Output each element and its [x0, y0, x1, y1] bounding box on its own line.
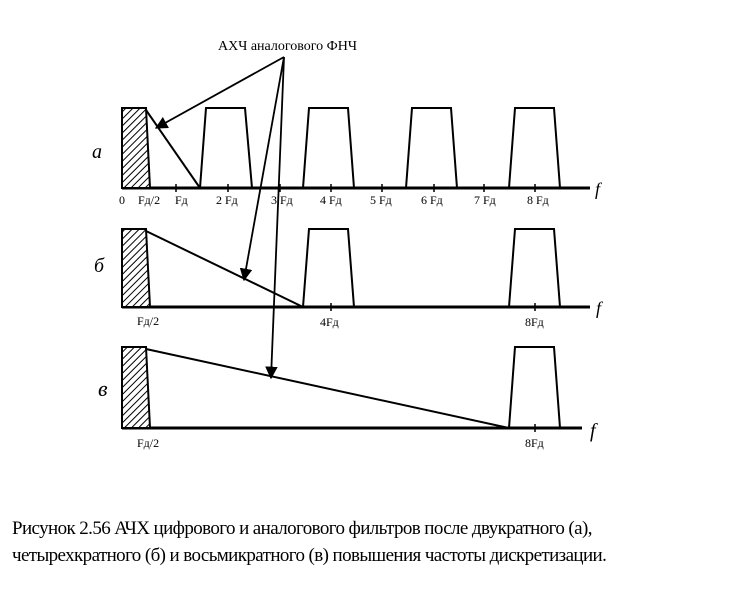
panel-b-tick-fd2: Fд/2: [137, 314, 160, 328]
panel-c-digital-response: [122, 347, 150, 428]
panel-a-tick-4fd: 4 Fд: [320, 193, 342, 207]
annotation-arrows: [156, 57, 284, 378]
panel-a-tick-0: 0: [119, 193, 125, 207]
panel-a: [92, 108, 603, 207]
panel-c-tick-fd2: Fд/2: [137, 436, 160, 450]
panel-b-tick-8fd: 8Fд: [525, 315, 544, 329]
panel-a-axis-label: f: [595, 179, 601, 199]
panel-c: [98, 347, 598, 450]
panel-b-axis-label: f: [596, 298, 602, 318]
arrow-to-panel-c: [271, 57, 284, 378]
panel-a-image-lobe-2: [200, 108, 252, 188]
panel-c-label: в: [98, 376, 108, 401]
caption-line-1: Рисунок 2.56 АЧХ цифрового и аналогового фильтров после двукратного (а),: [12, 518, 592, 539]
panel-a-tick-5fd: 5 Fд: [370, 193, 392, 207]
panel-a-tick-fd2: Fд/2: [138, 193, 161, 207]
panel-a-image-lobe-6: [406, 108, 457, 188]
panel-a-tick-8fd: 8 Fд: [527, 193, 549, 207]
panel-b-analog-slope: [146, 231, 303, 307]
panel-c-analog-slope: [146, 349, 509, 428]
panel-b-label: б: [94, 255, 105, 277]
panel-a-image-lobe-4: [303, 108, 354, 188]
panel-a-tick-3fd: 3 Fд: [271, 193, 293, 207]
panel-a-tick-2fd: 2 Fд: [216, 193, 238, 207]
caption-line-2: четырехкратного (б) и восьмикратного (в) повышения частоты дискретизации.: [12, 545, 607, 566]
panel-a-label: а: [92, 141, 102, 163]
annotation-label: АХЧ аналогового ФНЧ: [218, 39, 357, 54]
panel-a-tick-6fd: 6 Fд: [421, 193, 443, 207]
panel-a-tick-7fd: 7 Fд: [474, 193, 496, 207]
panel-b-digital-response: [122, 229, 150, 307]
panel-b-image-lobe-4: [303, 229, 354, 307]
panel-a-analog-slope: [146, 110, 200, 188]
panel-c-tick-8fd: 8Fд: [525, 436, 544, 450]
panel-b: [94, 229, 604, 329]
panel-c-axis-label: f: [590, 420, 596, 442]
panel-b-tick-4fd: 4Fд: [320, 315, 339, 329]
arrow-to-panel-a: [156, 57, 284, 128]
figure-caption: [12, 515, 732, 569]
panel-a-tick-fd: Fд: [175, 193, 188, 207]
panel-b-image-lobe-8: [509, 229, 560, 307]
panel-c-image-lobe-8: [509, 347, 560, 428]
panel-a-digital-response: [122, 108, 150, 188]
panel-a-image-lobe-8: [509, 108, 560, 188]
